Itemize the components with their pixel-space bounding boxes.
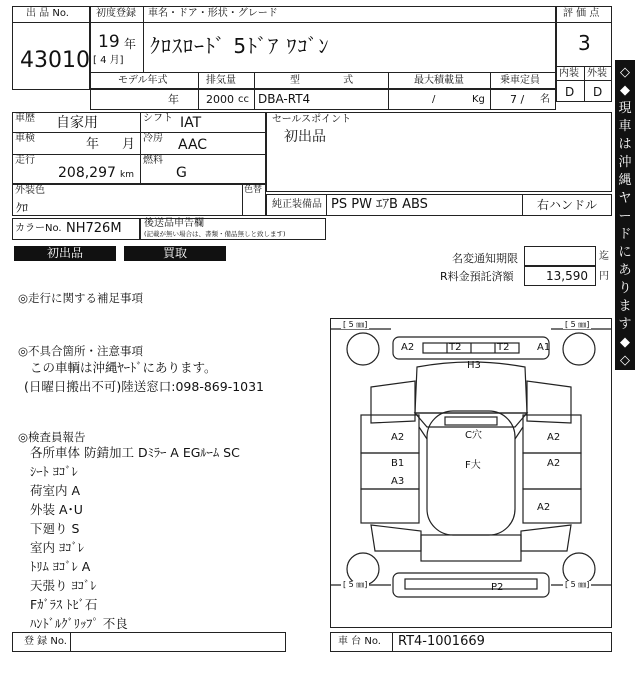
sidebar-char: り	[618, 281, 632, 296]
mileage-label: 走行	[15, 155, 35, 166]
chassis-value: RT4-1001669	[398, 634, 485, 649]
sidebar-char: ま	[618, 299, 632, 314]
notice-deadline-label: 名変通知期限	[452, 252, 518, 265]
aftermarket-note: (記載が無い場合は、書類・備品無しと致します)	[144, 230, 286, 238]
ext-color-value: ｸﾛ	[16, 201, 29, 215]
displacement-value: 2000	[206, 93, 234, 106]
inspection-month-unit: 月	[122, 137, 136, 152]
tire-rear-right-label: [ 5 ㎜]	[565, 580, 590, 589]
damage-left-a2: A2	[391, 432, 405, 443]
score-value: 3	[578, 31, 591, 55]
history-value: 自家用	[56, 115, 98, 131]
report-line: 各所車体 防錆加工 Dﾐﾗｰ A EGﾙｰﾑ SC	[30, 445, 240, 460]
car-name: ｸﾛｽﾛｰﾄﾞ 5ﾄﾞｱ ﾜｺﾞﾝ	[150, 34, 330, 58]
defect-line-2: (日曜日搬出不可)陸送窓口:098-869-1031	[24, 379, 265, 394]
interior-score: D	[565, 85, 575, 99]
sidebar-char: 縄	[618, 173, 632, 188]
sidebar-char: 車	[618, 119, 632, 134]
damage-front-a1: A1	[537, 342, 551, 353]
recycle-fee-label: R料金預託済額	[440, 270, 514, 283]
color-no-value: NH726M	[66, 221, 122, 236]
report-line: ﾄﾘﾑ ﾖｺﾞﾚ A	[30, 559, 91, 574]
aftermarket-label: 後送品申告欄	[144, 218, 204, 229]
year-unit: 年	[124, 37, 137, 51]
max-load-unit: Kg	[472, 94, 485, 105]
tire-front-right-label: [ 5 ㎜]	[565, 320, 590, 329]
capacity-value: 7 /	[510, 93, 525, 106]
defect-line-1: この車輌は沖縄ﾔｰﾄﾞにあります。	[30, 360, 217, 375]
shift-label: シフト	[143, 113, 173, 124]
color-no-label: カラーNo.	[15, 223, 62, 234]
car-diagram	[330, 318, 612, 628]
defects-title: ◎不具合箇所・注意事項	[18, 344, 144, 358]
model-value: DBA-RT4	[258, 92, 311, 106]
mileage-unit: km	[120, 170, 134, 180]
sidebar-char: に	[618, 245, 632, 260]
car-name-label: 車名・ドア・形状・グレード	[148, 8, 278, 19]
displacement-label: 排気量	[206, 75, 236, 86]
exterior-score: D	[593, 85, 603, 99]
registration-label: 登 録 No.	[24, 636, 67, 647]
capacity-unit: 名	[540, 94, 550, 105]
tire-front-left-label: [ 5 ㎜]	[343, 320, 368, 329]
interior-label: 内装	[559, 68, 579, 79]
sidebar-char: ◆	[620, 83, 630, 98]
sidebar-char: ヤ	[618, 191, 632, 206]
fuel-value: G	[176, 165, 187, 181]
ext-color-box	[12, 184, 266, 216]
first-listing-bar: 初出品	[14, 246, 116, 261]
model-year-label: モデル年式	[118, 75, 168, 86]
mileage-value: 208,297	[58, 165, 116, 181]
steering-value: 右ハンドル	[537, 198, 598, 212]
damage-front-t2-left: T2	[449, 342, 462, 353]
inspector-report-title: ◎検査員報告	[18, 430, 86, 444]
notice-deadline-suffix: 迄	[599, 251, 609, 262]
sidebar-char: す	[618, 317, 632, 332]
ext-color-label: 外装色	[15, 185, 45, 196]
report-line: Fｶﾞﾗｽ ﾄﾋﾞ石	[30, 597, 98, 612]
sales-point-value: 初出品	[284, 129, 326, 145]
max-load-label: 最大積載量	[414, 75, 464, 86]
color-change-label: 色替	[244, 185, 263, 195]
chassis-label: 車 台 No.	[338, 636, 381, 647]
sidebar-char: あ	[618, 263, 632, 278]
damage-front-a2: A2	[401, 342, 415, 353]
sidebar-char: ー	[618, 209, 632, 224]
sidebar-char: ド	[618, 227, 632, 242]
driving-notes-title: ◎走行に関する補足事項	[18, 291, 144, 305]
sidebar-char: ◆	[620, 335, 630, 350]
damage-right-a2-upper: A2	[547, 432, 561, 443]
model-label: 型 式	[290, 75, 354, 86]
report-line: 外装 A･U	[30, 502, 83, 517]
report-line: 荷室内 A	[30, 483, 81, 498]
equipment-value: PS PW ｴｱB ABS	[331, 197, 428, 212]
first-reg-month: [ 4 月]	[93, 55, 124, 66]
displacement-unit: cc	[238, 94, 249, 105]
capacity-label: 乗車定員	[500, 75, 540, 86]
sidebar-char: 現	[618, 101, 632, 116]
specs-left-box	[12, 112, 266, 184]
damage-front-t2-right: T2	[497, 342, 510, 353]
first-reg-label: 初度登録	[96, 8, 136, 19]
inspection-label: 車検	[15, 133, 35, 144]
history-label: 車歴	[15, 113, 35, 124]
lot-label: 出 品 No.	[26, 8, 69, 19]
notice-deadline-box	[524, 246, 596, 266]
damage-roof-f: F大	[465, 460, 481, 471]
sidebar-char: 沖	[618, 155, 632, 170]
damage-roof-c: C穴	[465, 430, 482, 441]
model-year-unit: 年	[168, 93, 179, 106]
tire-rear-left-label: [ 5 ㎜]	[343, 580, 368, 589]
sidebar-char: ◇	[620, 65, 630, 80]
recycle-fee-unit: 円	[599, 271, 609, 282]
inspection-year-unit: 年	[86, 137, 100, 152]
sidebar-char: ◇	[620, 353, 630, 368]
report-line: 室内 ﾖｺﾞﾚ	[30, 540, 84, 555]
report-line: 下廻り S	[30, 521, 80, 536]
damage-right-a2-lower: A2	[537, 502, 551, 513]
max-load-slash: /	[432, 94, 436, 105]
damage-left-b1: B1	[391, 458, 405, 469]
report-line: ﾊﾝﾄﾞﾙｸﾞﾘｯﾌﾟ 不良	[30, 616, 128, 631]
fuel-label: 燃料	[143, 155, 163, 166]
sales-point-label: セールスポイント	[272, 114, 352, 125]
ac-value: AAC	[178, 137, 208, 153]
ac-label: 冷房	[143, 133, 163, 144]
damage-left-a3: A3	[391, 476, 405, 487]
okinawa-yard-sidebar	[615, 60, 635, 370]
recycle-fee-value: 13,590	[546, 269, 588, 283]
lot-number: 43010	[20, 48, 90, 73]
shift-value: IAT	[180, 115, 202, 131]
sidebar-char: は	[618, 137, 632, 152]
purchase-bar: 買取	[124, 246, 226, 261]
equipment-label: 純正装備品	[272, 199, 322, 210]
exterior-label: 外装	[587, 68, 607, 79]
damage-right-a2-middle: A2	[547, 458, 561, 469]
score-label: 評 価 点	[563, 8, 600, 19]
damage-rear-p2: P2	[491, 582, 504, 593]
report-line: 天張り ﾖｺﾞﾚ	[30, 578, 97, 593]
damage-hood-h3: H3	[467, 360, 481, 371]
report-line: ｼｰﾄ ﾖｺﾞﾚ	[30, 464, 78, 479]
first-reg-year: 19	[98, 32, 120, 52]
